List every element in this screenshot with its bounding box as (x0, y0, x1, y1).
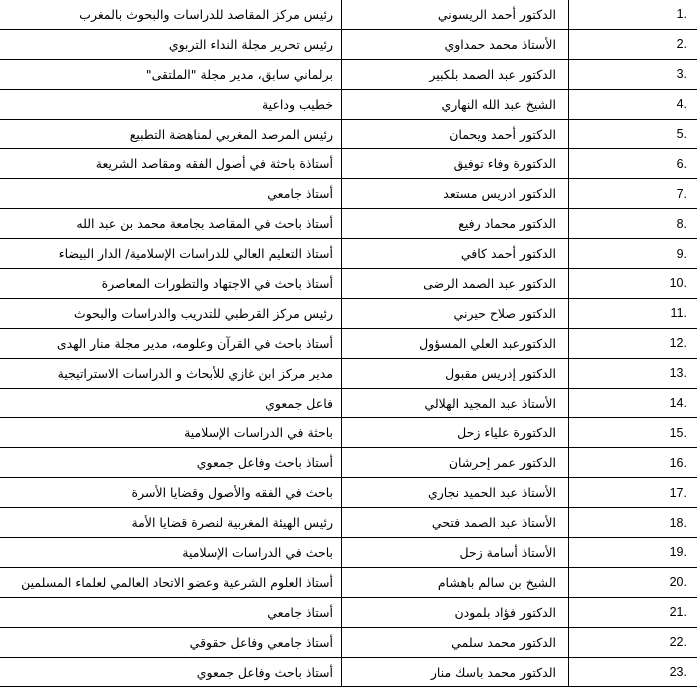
table-row (0, 29, 697, 59)
row-name: الدكتورة وفاء توفيق (342, 149, 569, 179)
row-name: الدكتور صلاح حيرني (342, 298, 569, 328)
row-name: الدكتور محماد رفيع (342, 209, 569, 239)
row-number: 14. (569, 388, 697, 418)
row-name: الشيخ بن سالم باهشام (342, 567, 569, 597)
row-description: أستاذ جامعي (0, 179, 342, 209)
row-name: الدكتور عبد الصمد بلكبير (342, 59, 569, 89)
row-number: 23. (569, 657, 697, 687)
table-row (0, 239, 697, 269)
table-row (0, 478, 697, 508)
table-row (0, 149, 697, 179)
table-row (0, 597, 697, 627)
row-description: برلماني سابق، مدير مجلة "الملتقى" (0, 59, 342, 89)
row-number: 5. (569, 119, 697, 149)
table-row (0, 59, 697, 89)
row-number: 12. (569, 328, 697, 358)
row-name: الأستاذ عبد الحميد نجاري (342, 478, 569, 508)
table-row (0, 89, 697, 119)
row-description: أستاذ باحث وفاعل جمعوي (0, 657, 342, 687)
row-name: الدكتور محمد سلمي (342, 627, 569, 657)
row-description: رئيس مركز المقاصد للدراسات والبحوث بالمغرب (0, 0, 342, 29)
row-name: الدكتور أحمد الريسوني (342, 0, 569, 29)
row-description: أستاذ جامعي وفاعل حقوقي (0, 627, 342, 657)
table-row (0, 538, 697, 568)
table-row (0, 328, 697, 358)
table-row (0, 179, 697, 209)
row-description: أستاذ باحث في القرآن وعلومه، مدير مجلة منار الهدى (0, 328, 342, 358)
table-row (0, 119, 697, 149)
row-name: الدكتور فؤاد بلمودن (342, 597, 569, 627)
row-name: الأستاذ محمد حمداوي (342, 29, 569, 59)
row-name: الدكتورة علياء زحل (342, 418, 569, 448)
row-number: 8. (569, 209, 697, 239)
row-number: 2. (569, 29, 697, 59)
table-row (0, 627, 697, 657)
table-row (0, 298, 697, 328)
row-name: الدكتور محمد باسك منار (342, 657, 569, 687)
row-name: الدكتور عمر إحرشان (342, 448, 569, 478)
row-name: الأستاذ عبد الصمد فتحي (342, 508, 569, 538)
table-row (0, 269, 697, 299)
row-number: 3. (569, 59, 697, 89)
row-description: أستاذ التعليم العالي للدراسات الإسلامية/ الدار البيضاء (0, 239, 342, 269)
row-number: 18. (569, 508, 697, 538)
row-name: الدكتور ادريس مستعد (342, 179, 569, 209)
table-row (0, 418, 697, 448)
table-row (0, 508, 697, 538)
table-row (0, 209, 697, 239)
row-description: فاعل جمعوي (0, 388, 342, 418)
row-description: مدير مركز ابن غازي للأبحاث و الدراسات الاستراتيجية (0, 358, 342, 388)
row-number: 11. (569, 298, 697, 328)
row-number: 1. (569, 0, 697, 29)
table-row (0, 657, 697, 687)
row-number: 6. (569, 149, 697, 179)
row-number: 22. (569, 627, 697, 657)
row-name: الدكتورعبد العلي المسؤول (342, 328, 569, 358)
row-description: خطيب وداعية (0, 89, 342, 119)
table-row (0, 567, 697, 597)
row-description: أستاذ العلوم الشرعية وعضو الاتحاد العالمي لعلماء المسلمين (0, 567, 342, 597)
row-name: الدكتور عبد الصمد الرضى (342, 269, 569, 299)
row-description: رئيس المرصد المغربي لمناهضة التطبيع (0, 119, 342, 149)
row-number: 7. (569, 179, 697, 209)
row-name: الأستاذ عبد المجيد الهلالي (342, 388, 569, 418)
row-description: أستاذ باحث في المقاصد بجامعة محمد بن عبد الله (0, 209, 342, 239)
row-number: 20. (569, 567, 697, 597)
table-row (0, 448, 697, 478)
table-row (0, 388, 697, 418)
row-description: باحث في الفقه والأصول وقضايا الأسرة (0, 478, 342, 508)
row-name: الشيخ عبد الله النهاري (342, 89, 569, 119)
row-number: 15. (569, 418, 697, 448)
row-name: الأستاذ أسامة زحل (342, 538, 569, 568)
row-number: 9. (569, 239, 697, 269)
row-number: 16. (569, 448, 697, 478)
row-description: أستاذ باحث وفاعل جمعوي (0, 448, 342, 478)
row-description: رئيس مركز القرطبي للتدريب والدراسات والبحوث (0, 298, 342, 328)
row-description: رئيس تحرير مجلة النداء التربوي (0, 29, 342, 59)
row-description: باحث في الدراسات الإسلامية (0, 538, 342, 568)
row-description: رئيس الهيئة المغربية لنصرة قضايا الأمة (0, 508, 342, 538)
row-number: 13. (569, 358, 697, 388)
row-description: أستاذ جامعي (0, 597, 342, 627)
row-name: الدكتور أحمد ويحمان (342, 119, 569, 149)
row-number: 17. (569, 478, 697, 508)
table-row (0, 0, 697, 29)
row-name: الدكتور أحمد كافي (342, 239, 569, 269)
row-number: 10. (569, 269, 697, 299)
row-number: 19. (569, 538, 697, 568)
row-description: أستاذ باحث في الاجتهاد والتطورات المعاصرة (0, 269, 342, 299)
row-number: 21. (569, 597, 697, 627)
table-row (0, 358, 697, 388)
row-name: الدكتور إدريس مقبول (342, 358, 569, 388)
row-number: 4. (569, 89, 697, 119)
row-description: أستاذة باحثة في أصول الفقه ومقاصد الشريعة (0, 149, 342, 179)
row-description: باحثة في الدراسات الإسلامية (0, 418, 342, 448)
